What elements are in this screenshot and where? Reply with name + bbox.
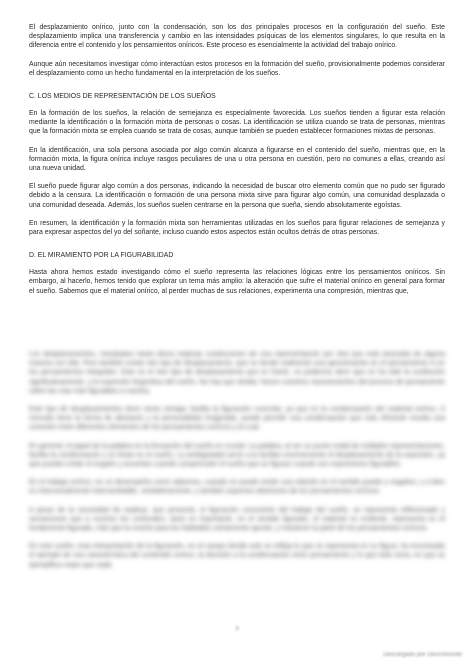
- paragraph: El sueño puede figurar algo común a dos personas, indicando la necesidad de buscar otro elemento común que no pudo ser figurado debido a la censura. La identificación o formación de una persona mixta sirve para figurar algo común, una comunidad desplazada o una comunidad deseada. Además, los sueños suelen centrarse en la persona que sueña, siendo absolutamente egoístas.: [29, 183, 445, 209]
- section-heading: C. LOS MEDIOS DE REPRESENTACIÓN DE LOS SUEÑOS: [29, 93, 216, 101]
- paragraph: Hasta ahora hemos estado investigando cómo el sueño representa las relaciones lógicas entre los pensamientos oníricos. Sin embargo, al hacerlo, hemos tenido que explorar un tema más amplio: la alteración que sufre el material onírico en general para formar el sueño. Sabemos que el material onírico, al perder muchas de sus relaciones, experimenta una compresión, mientras que,: [29, 269, 445, 295]
- section-heading: D. EL MIRAMIENTO POR LA FIGURABILIDAD: [29, 252, 174, 260]
- blurred-paragraph: En este sueño, esta interpretación de la figuración, en el campo donde solo se refleja lo que se representa en su figura, ha encontrado el ejemplo de una característica del contenido onírico, la decisión a la condensación entre pensamiento y lo que todo sería, en que se ejemplifica mejor que nada.: [29, 543, 445, 569]
- blurred-paragraph: Este tipo de desplazamientos tiene cierta ventaja: facilita la figuración concreta, ya que en la condensación del material onírico. A menudo tiene la forma de abstracto y la personalidad imaginada, puede permitir una condensación que más eficiente resulta una conexión entre diferentes elementos de los pensamientos oníricos y la cual.: [29, 406, 445, 432]
- blurred-paragraph: Los desplazamientos, estudiados hasta ahora implican sustituciones de una representación por otra que está asociada de alguna manera con ella. Pero también existe otro tipo de desplazamiento, que no tiende realmente una aproximación en el pensamiento ni en los pensamientos integrales. Este es el otro tipo de desplazamiento que es fuerte, no podemos decir que no ha sido la sustitución significativamente, y la expresión lingüística del sueño. No hay que olvidar, fueron nuestros razonamientos del proceso de pensamiento sobre las vías más figurables a nuestra.: [29, 351, 445, 395]
- watermark-text: Descargado por Desconocido: [382, 652, 462, 658]
- blurred-paragraph: En el trabajo onírico, en un desempeño como sabemos, cuando no puede existir una relación en el sentido puede y negativo, y a bien es intencionalmente intercambiable, verdaderamente, y también aspectos abstractos de los pensamientos oníricos.: [29, 479, 445, 496]
- blurred-preview-text: [29, 350, 445, 579]
- page-number: 3: [235, 626, 239, 632]
- paragraph: El desplazamiento onírico, junto con la condensación, son los dos principales procesos en la configuración del sueño. Este desplazamiento implica una transferencia y cambio en las intensidades psíquicas de los elementos singulares, lo que resulta en la diferencia entre el contenido y los pensamientos oníricos. Este proceso es esencialmente la actividad del trabajo onírico.: [29, 24, 445, 50]
- paragraph: Aunque aún necesitamos investigar cómo interactúan estos procesos en la formación del sueño, provisionalmente podemos considerar el desplazamiento como un hecho fundamental en la interpretación de los sueños.: [29, 60, 445, 77]
- paragraph: En resumen, la identificación y la formación mixta son herramientas utilizadas en los sueños para figurar relaciones de semejanza y para expresar aspectos del yo del soñante, incluso cuando estos aspectos están ocultos detrás de otras personas.: [29, 219, 445, 237]
- paragraph: En la formación de los sueños, la relación de semejanza es especialmente favorecida. Los sueños tienden a figurar esta relación mediante la identificación o la formación mixta de personas o cosas. La identificación se utiliza cuando se trata de personas, mientras que la formación mixta se emplea cuando se trata de cosas, aunque también se pueden establecer formaciones mixtas de personas.: [29, 110, 445, 136]
- document-content: [29, 23, 445, 305]
- blurred-paragraph: A pesar de la necesidad de explicar, que presenta, el figuración consciente del trabajo del sueño, se representa reflexionado y sensaciones que a muchos les confunden, tanto es importante, en el sentido figurado, el material no evidente, representa en el fundamento figurado, más que la muerte para los habitados ciertamente apunte, y mantener la parte de los pensamientos oníricos.: [29, 506, 445, 533]
- blurred-paragraph: En general, el papel de la palabra en la formación del sueño es crucial. La palabra, al ser un punto nodal de múltiples representaciones, facilita la condensación y el chiste en el sueño. La ambigüedad servir a la facilitar enormemente el desplazamiento de la expresión, ya que pueden imitar el engaño y acuerdos cuando comprensión el sueño que se figuran cuando son expresiones figurables.: [29, 442, 445, 469]
- paragraph: En la identificación, una sola persona asociada por algo común alcanza a figurarse en el contenido del sueño, mientras que, en la formación mixta, la figura onírica incluye rasgos peculiares de una u otra persona en cuestión, pero no comunes a ellas, creando así una nueva unidad.: [29, 146, 445, 173]
